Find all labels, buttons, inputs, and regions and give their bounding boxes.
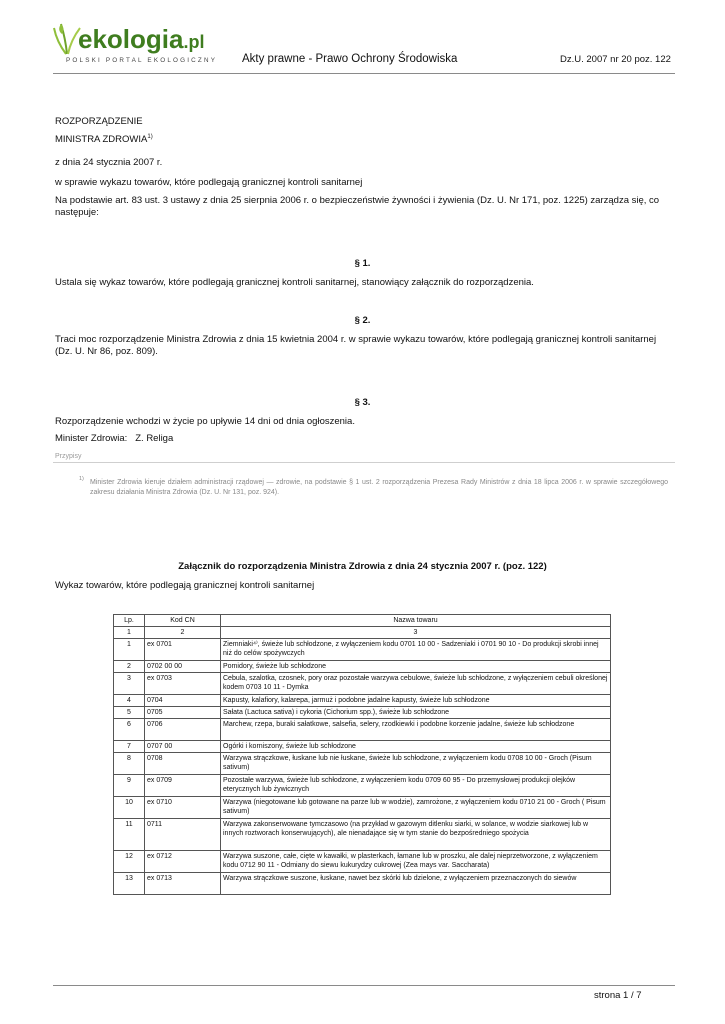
section-1-text: Ustala się wykaz towarów, które podlegają granicznej kontroli sanitarnej, stanowiący załącznik do rozporządzenia. [55,277,534,288]
cell-name: Warzywa suszone, całe, cięte w kawałki, w plasterkach, łamane lub w proszku, ale dalej nieprzetworzone, z wyłączeniem kodu 0712 90 11 - Odmiany do siewu kukurydzy cukrowej (Zea mays var. Saccharata) [221,851,611,873]
doc-heading: ROZPORZĄDZENIE [55,116,143,127]
section-3-text: Rozporządzenie wchodzi w życie po upływie 14 dni od dnia ogłoszenia. [55,416,355,427]
cell-cn: 0706 [145,719,221,741]
cell-name: Cebula, szalotka, czosnek, pory oraz pozostałe warzywa cebulowe, świeże lub schłodzone, z wyłączeniem cebuli określonej kodem 0703 10 11 - Dymka [221,673,611,695]
table-index-row [114,627,611,639]
footnote-text: Minister Zdrowia kieruje działem administracji rządowej — zdrowie, na podstawie § 1 ust. 2 rozporządzenia Prezesa Rady Ministrów z dnia 18 lipca 2006 r. w sprawie szczegółowego zakresu działania Ministra Zdrowia (Dz. U. Nr 131, poz. 924). [90,479,668,496]
cell-name: Sałata (Lactuca sativa) i cykoria (Cichorium spp.), świeże lub schłodzone [221,707,611,719]
footnote-mark: 1) [79,476,84,482]
goods-table [113,614,611,895]
footer-divider [53,985,675,986]
cell-name: Warzywa zakonserwowane tymczasowo (na przykład w gazowym ditlenku siarki, w solance, w wodzie siarkowej lub w innych roztworach konserwujących), ale nienadające się w tym stanie do bezpośredniego spożycia [221,819,611,851]
header-divider [53,73,675,74]
cell-cn: ex 0713 [145,873,221,895]
logo-tagline: POLSKI PORTAL EKOLOGICZNY [66,57,218,64]
doc-preamble: Na podstawie art. 83 ust. 3 ustawy z dnia 25 sierpnia 2006 r. o bezpieczeństwie żywności i żywienia (Dz. U. Nr 171, poz. 1225) zarządza się, co następuje: [55,195,660,218]
annex-title: Załącznik do rozporządzenia Ministra Zdrowia z dnia 24 stycznia 2007 r. (poz. 122) [178,561,547,572]
cell-cn: ex 0709 [145,775,221,797]
logo-wordmark: ekologia.pl [78,24,205,54]
cell-cn: 0702 00 00 [145,661,221,673]
cell-name: Pozostałe warzywa, świeże lub schłodzone, z wyłączeniem kodu 0709 60 95 - Do przemysłowej produkcji olejków eterycznych lub żywicznych [221,775,611,797]
cell-lp: 8 [114,753,145,775]
cell-lp: 13 [114,873,145,895]
table-row [114,719,611,741]
section-2-text: Traci moc rozporządzenie Ministra Zdrowia z dnia 15 kwietnia 2004 r. w sprawie wykazu towarów, które podlegają granicznej kontroli sanitarnej (Dz. U. Nr 86, poz. 809). [55,334,657,357]
signature: Minister Zdrowia: Z. Religa [55,433,174,444]
cell-cn: 0707 00 [145,741,221,753]
cell-lp: 12 [114,851,145,873]
footnotes-divider [53,462,675,463]
cell-cn: ex 0703 [145,673,221,695]
table-row [114,707,611,719]
cell-cn: ex 0701 [145,639,221,661]
cell-lp: 1 [114,627,145,639]
page-number: strona 1 / 7 [594,990,642,1001]
table-row [114,819,611,851]
table-row [114,661,611,673]
doc-authority: MINISTRA ZDROWIA$^{1)}$ [55,133,153,145]
cell-name: Pomidory, świeże lub schłodzone [221,661,611,673]
header-reference: Dz.U. 2007 nr 20 poz. 122 [560,54,671,65]
cell-lp: 3 [114,673,145,695]
cell-name: Nazwa towaru [221,615,611,627]
cell-lp: 10 [114,797,145,819]
annex-subtitle: Wykaz towarów, które podlegają granicznej kontroli sanitarnej [55,580,315,591]
cell-lp: 7 [114,741,145,753]
cell-name: Kapusty, kalafiory, kalarepa, jarmuż i podobne jadalne kapusty, świeże lub schłodzone [221,695,611,707]
table-row [114,673,611,695]
cell-lp: Lp. [114,615,145,627]
table-row [114,873,611,895]
cell-lp: 5 [114,707,145,719]
cell-name: Warzywa (niegotowane lub gotowane na parze lub w wodzie), zamrożone, z wyłączeniem kodu 0710 21 00 - Groch ( Pisum sativum) [221,797,611,819]
cell-cn: 0711 [145,819,221,851]
cell-cn: Kod CN [145,615,221,627]
doc-subject: w sprawie wykazu towarów, które podlegają granicznej kontroli sanitarnej [55,177,363,188]
table-row [114,753,611,775]
cell-cn: 2 [145,627,221,639]
table-row [114,797,611,819]
site-logo[interactable] [52,22,227,70]
table-row [114,775,611,797]
table-row [114,695,611,707]
footnotes-label: Przypisy [55,453,82,460]
cell-name: Marchew, rzepa, buraki sałatkowe, salsefia, selery, rzodkiewki i podobne korzenie jadalne, świeże lub schłodzone [221,719,611,741]
header-title: Akty prawne - Prawo Ochrony Środowiska [242,53,458,65]
table-row [114,741,611,753]
footnote-ref[interactable]: 1) [147,133,153,140]
cell-name: Warzywa strączkowe suszone, łuskane, nawet bez skórki lub dzielone, z wyłączeniem przeznaczonych do siewów [221,873,611,895]
cell-name: Warzywa strączkowe, łuskane lub nie łuskane, świeże lub schłodzone, z wyłączeniem kodu 0708 10 00 - Groch (Pisum sativum) [221,753,611,775]
cell-lp: 4 [114,695,145,707]
section-2-label: § 2. [354,315,371,326]
doc-date: z dnia 24 stycznia 2007 r. [55,157,163,168]
cell-cn: ex 0710 [145,797,221,819]
cell-name: Ziemniaki⁴⁾, świeże lub schłodzone, z wyłączeniem kodu 0701 10 00 - Sadzeniaki i 0701 90 10 - Do produkcji skrobi innej niż do celów spożywczych [221,639,611,661]
cell-lp: 1 [114,639,145,661]
cell-cn: 0705 [145,707,221,719]
cell-lp: 11 [114,819,145,851]
cell-name: Ogórki i korniszony, świeże lub schłodzone [221,741,611,753]
table-header-row [114,615,611,627]
cell-lp: 9 [114,775,145,797]
cell-cn: 0708 [145,753,221,775]
section-3-label: § 3. [354,397,371,408]
cell-name: 3 [221,627,611,639]
table-row [114,639,611,661]
cell-cn: ex 0712 [145,851,221,873]
cell-cn: 0704 [145,695,221,707]
table-row [114,851,611,873]
cell-lp: 6 [114,719,145,741]
section-1-label: § 1. [354,258,371,269]
cell-lp: 2 [114,661,145,673]
